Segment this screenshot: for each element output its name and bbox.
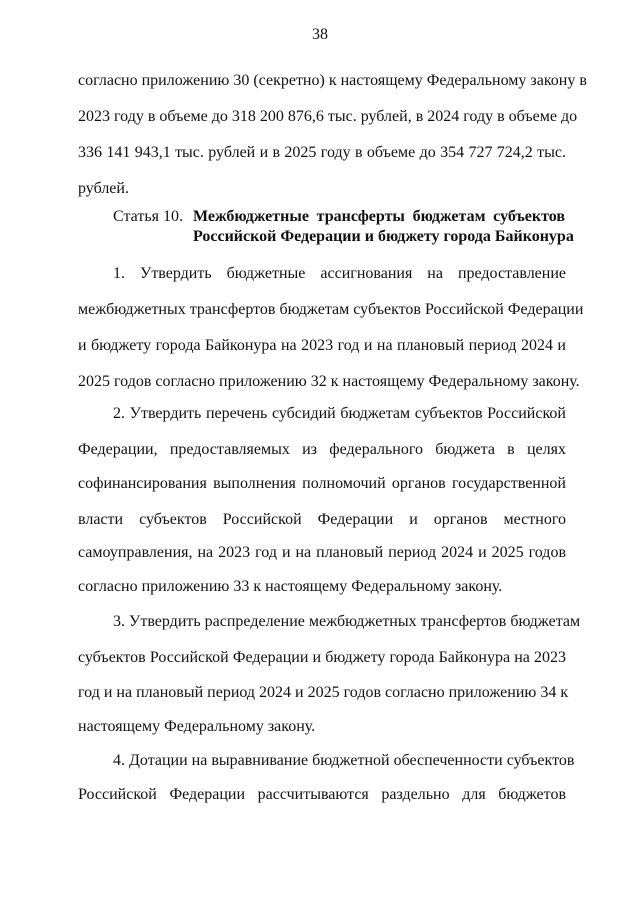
clause-line: Федерации, предоставляемых из федерального бюджета в целях [78, 441, 566, 458]
paragraph-line: 336 141 943,1 тыс. рублей и в 2025 году в объеме до 354 727 724,2 тыс. [78, 144, 566, 161]
clause-line: 4. Дотации на выравнивание бюджетной обеспеченности субъектов [113, 752, 575, 769]
clause-line: настоящему Федеральному закону. [78, 718, 316, 735]
clause-line: власти субъектов Российской Федерации и органов местного [78, 511, 566, 528]
article-title-line: Межбюджетные трансферты бюджетам субъектов [193, 208, 565, 225]
clause-line: и бюджету города Байконура на 2023 год и на плановый период 2024 и [78, 337, 566, 354]
article-title-line: Российской Федерации и бюджету города Байконура [193, 228, 574, 245]
article-title [193, 207, 574, 247]
clause-line: год и на плановый период 2024 и 2025 годов согласно приложению 34 к [78, 684, 569, 701]
clause-line: 2025 годов согласно приложению 32 к настоящему Федеральному закону. [78, 373, 580, 390]
paragraph-line: 2023 году в объеме до 318 200 876,6 тыс. рублей, в 2024 году в объеме до [78, 108, 578, 125]
page-number: 38 [312, 26, 328, 43]
clause-line: межбюджетных трансфертов бюджетам субъектов Российской Федерации [78, 301, 584, 318]
paragraph-line: рублей. [78, 180, 129, 197]
clause-line: софинансирования выполнения полномочий органов государственной [78, 475, 566, 492]
paragraph-line: согласно приложению 30 (секретно) к настоящему Федеральному закону в [78, 72, 587, 89]
clause-line: 2. Утвердить перечень субсидий бюджетам субъектов Российской [113, 405, 566, 422]
clause-line: 3. Утвердить распределение межбюджетных трансфертов бюджетам [113, 613, 581, 630]
clause-line: самоуправления, на 2023 год и на плановый период 2024 и 2025 годов [78, 544, 566, 561]
article-number: Статья 10. [113, 208, 183, 225]
clause-line: 1. Утвердить бюджетные ассигнования на предоставление [113, 265, 566, 282]
clause-line: Российской Федерации рассчитываются раздельно для бюджетов [78, 786, 566, 803]
clause-line: согласно приложению 33 к настоящему Федеральному закону. [78, 578, 503, 595]
clause-line: субъектов Российской Федерации и бюджету города Байконура на 2023 [78, 649, 566, 666]
